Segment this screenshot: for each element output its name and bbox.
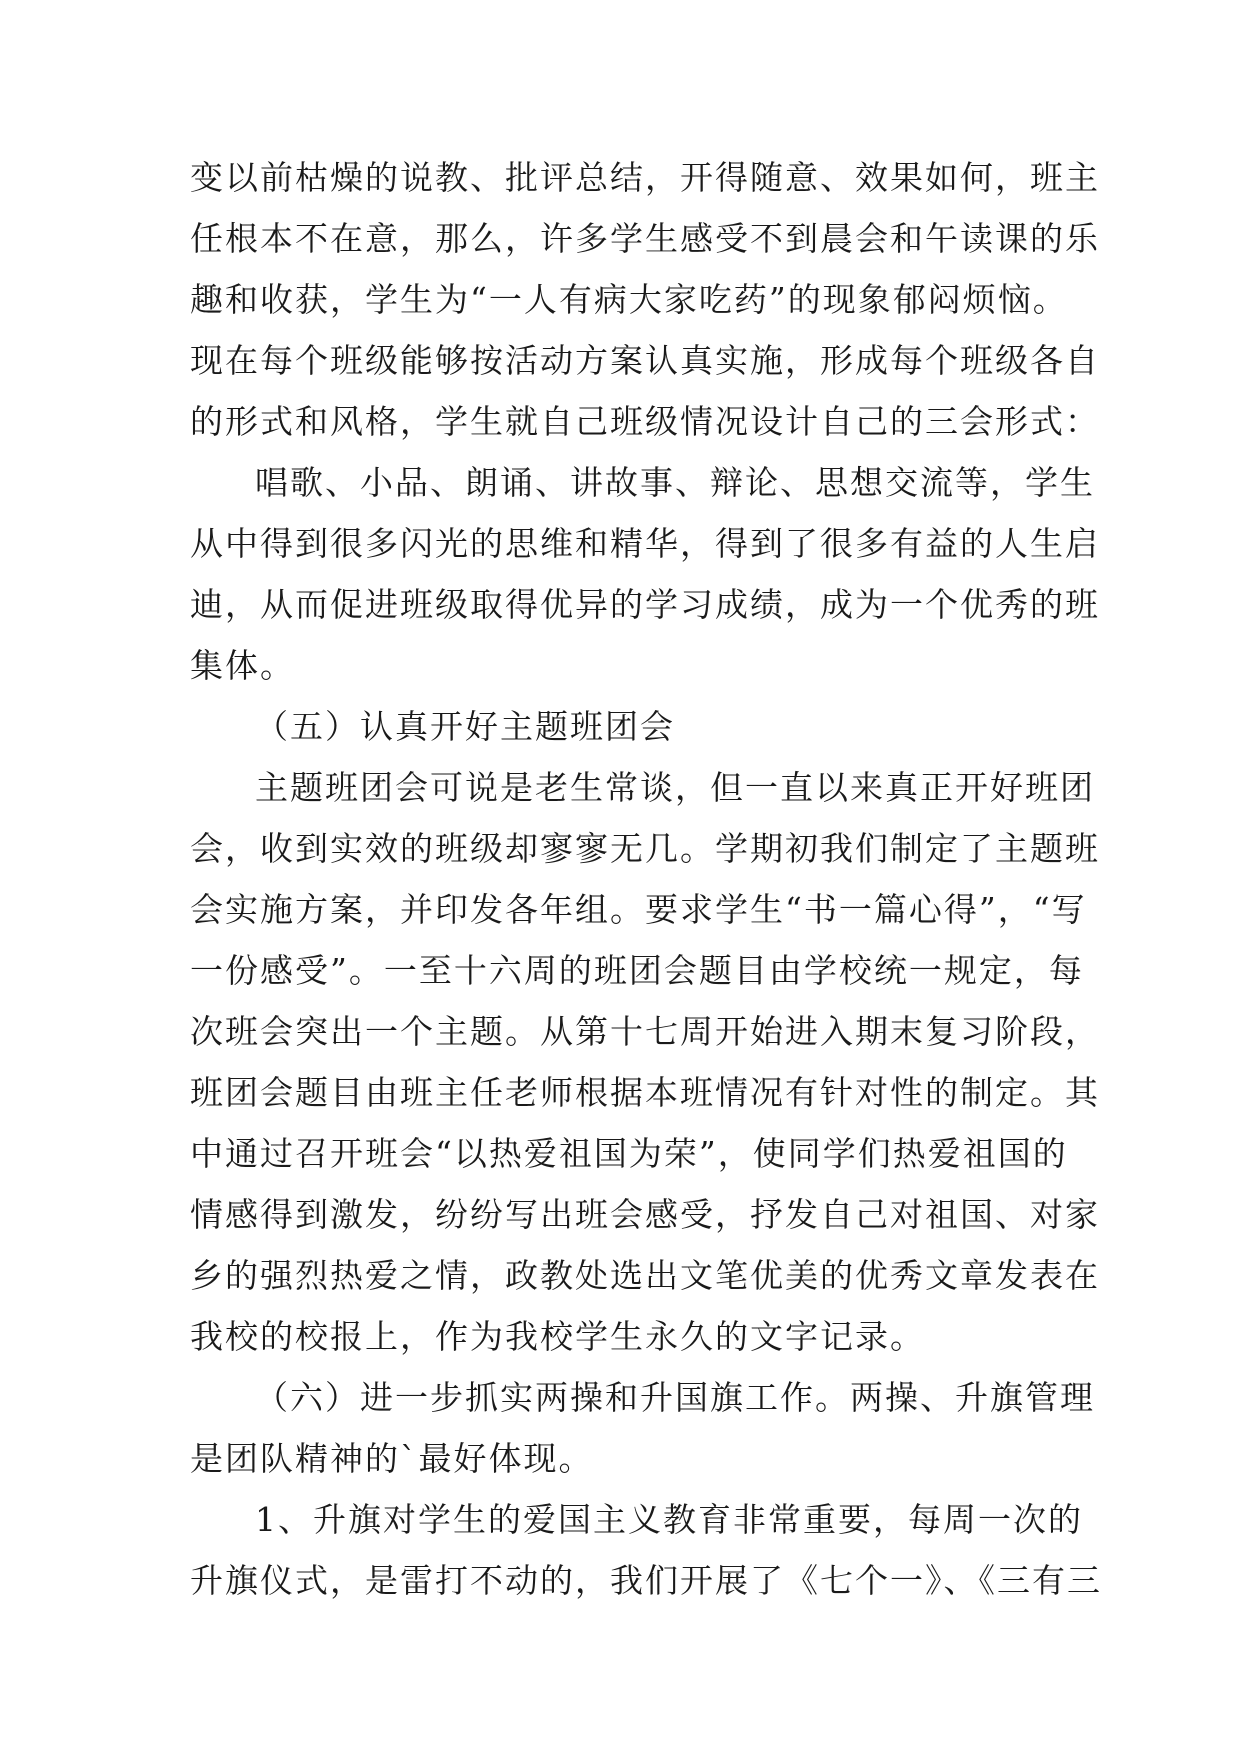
text-line: 会实施方案，并印发各年组。要求学生“书一篇心得”，“写: [190, 890, 1087, 929]
text-line: 乡的强烈热爱之情，政教处选出文笔优美的优秀文章发表在: [190, 1256, 1100, 1295]
text-line: 班团会题目由班主任老师根据本班情况有针对性的制定。其: [190, 1073, 1100, 1112]
text-line: 是团队精神的`最好体现。: [190, 1439, 594, 1478]
text-line: 我校的校报上，作为我校学生永久的文字记录。: [190, 1317, 925, 1356]
text-line: 从中得到很多闪光的思维和精华，得到了很多有益的人生启: [190, 524, 1100, 563]
text-line: 任根本不在意，那么，许多学生感受不到晨会和午读课的乐: [190, 219, 1100, 258]
text-line: 升旗仪式，是雷打不动的，我们开展了《七个一》、《三有三: [190, 1561, 1102, 1600]
text-line: 集体。: [190, 646, 295, 685]
text-line: 次班会突出一个主题。从第十七周开始进入期末复习阶段，: [190, 1012, 1100, 1051]
text-line: 现在每个班级能够按活动方案认真实施，形成每个班级各自: [190, 341, 1100, 380]
text-line: 一份感受”。一至十六周的班团会题目由学校统一规定，每: [190, 951, 1084, 990]
text-line: 趣和收获，学生为“一人有病大家吃药”的现象郁闷烦恼。: [190, 280, 1068, 319]
text-line: 情感得到激发，纷纷写出班会感受，抒发自己对祖国、对家: [190, 1195, 1100, 1234]
section-heading: （六）进一步抓实两操和升国旗工作。两操、升旗管理: [255, 1378, 1095, 1417]
text-line: 的形式和风格，学生就自己班级情况设计自己的三会形式：: [190, 402, 1100, 441]
text-line: 中通过召开班会“以热爱祖国为荣”，使同学们热爱祖国的: [190, 1134, 1068, 1173]
text-line: 会，收到实效的班级却寥寥无几。学期初我们制定了主题班: [190, 829, 1100, 868]
section-heading: （五）认真开好主题班团会: [255, 707, 675, 746]
paragraph-start-line: 1、升旗对学生的爱国主义教育非常重要，每周一次的: [255, 1500, 1083, 1539]
paragraph-start-line: 唱歌、小品、朗诵、讲故事、辩论、思想交流等，学生: [255, 463, 1095, 502]
text-line: 变以前枯燥的说教、批评总结，开得随意、效果如何，班主: [190, 158, 1100, 197]
paragraph-start-line: 主题班团会可说是老生常谈，但一直以来真正开好班团: [255, 768, 1095, 807]
text-line: 迪，从而促进班级取得优异的学习成绩，成为一个优秀的班: [190, 585, 1100, 624]
